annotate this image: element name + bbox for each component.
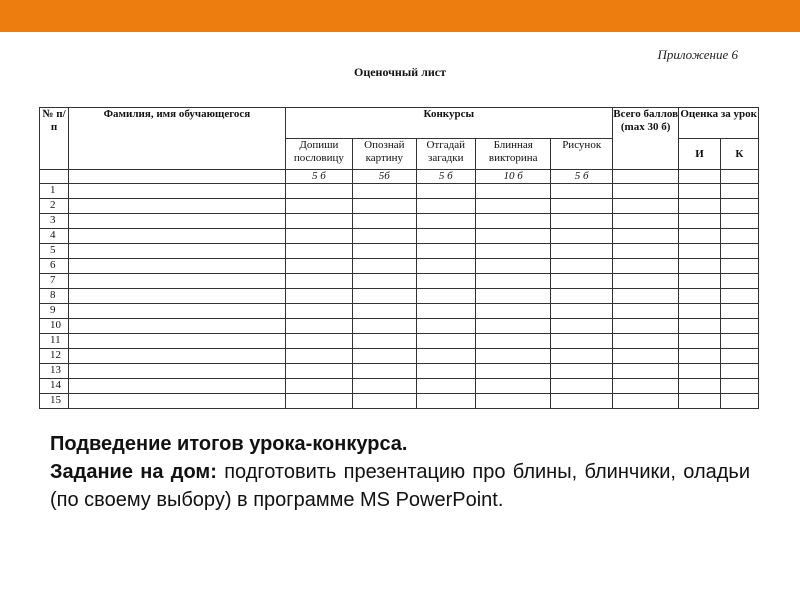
row-number: 12 bbox=[40, 349, 69, 364]
homework-text: подготовить презентацию про блины, блинчики, оладьи (по своему выбору) в программе MS PowerPoint. bbox=[50, 461, 751, 511]
row-number: 3 bbox=[40, 214, 69, 229]
empty-cell bbox=[69, 304, 285, 319]
empty-cell bbox=[679, 319, 720, 334]
empty-cell bbox=[475, 349, 551, 364]
empty-cell bbox=[285, 244, 352, 259]
empty-cell bbox=[679, 349, 720, 364]
contest-header: Опознай картину bbox=[353, 139, 416, 170]
row-number: 13 bbox=[40, 364, 69, 379]
empty-cell bbox=[720, 334, 758, 349]
row-number: 9 bbox=[40, 304, 69, 319]
table-row bbox=[40, 379, 759, 394]
empty-cell bbox=[69, 244, 285, 259]
row-number: 10 bbox=[40, 319, 69, 334]
empty-cell bbox=[285, 184, 352, 199]
empty-cell bbox=[612, 364, 678, 379]
empty-cell bbox=[353, 364, 416, 379]
table-row bbox=[40, 289, 759, 304]
contest-header: Отгадай загадки bbox=[416, 139, 475, 170]
table-row bbox=[40, 334, 759, 349]
empty-cell bbox=[612, 229, 678, 244]
empty-cell bbox=[475, 334, 551, 349]
empty-cell bbox=[353, 394, 416, 409]
points-cell bbox=[40, 170, 69, 184]
empty-cell bbox=[612, 259, 678, 274]
empty-cell bbox=[720, 214, 758, 229]
grade-sub-header: К bbox=[720, 139, 758, 170]
empty-cell bbox=[416, 319, 475, 334]
empty-cell bbox=[720, 304, 758, 319]
empty-cell bbox=[612, 199, 678, 214]
contest-header: Блинная викторина bbox=[475, 139, 551, 170]
empty-cell bbox=[551, 379, 612, 394]
empty-cell bbox=[285, 334, 352, 349]
header-total: Всего баллов (max 30 б) bbox=[612, 108, 678, 170]
sheet-title: Оценочный лист bbox=[353, 65, 446, 79]
empty-cell bbox=[679, 304, 720, 319]
empty-cell bbox=[69, 199, 285, 214]
empty-cell bbox=[475, 274, 551, 289]
empty-cell bbox=[353, 199, 416, 214]
row-number: 8 bbox=[40, 289, 69, 304]
empty-cell bbox=[475, 184, 551, 199]
empty-cell bbox=[69, 259, 285, 274]
empty-cell bbox=[551, 274, 612, 289]
empty-cell bbox=[551, 199, 612, 214]
table-row bbox=[40, 229, 759, 244]
empty-cell bbox=[612, 394, 678, 409]
table-row bbox=[40, 274, 759, 289]
row-number: 6 bbox=[40, 259, 69, 274]
empty-cell bbox=[69, 274, 285, 289]
empty-cell bbox=[720, 229, 758, 244]
student-rows bbox=[40, 184, 759, 409]
header-num: № п/п bbox=[40, 108, 69, 170]
contest-points: 10 б bbox=[475, 170, 551, 184]
empty-cell bbox=[679, 364, 720, 379]
empty-cell bbox=[612, 319, 678, 334]
contest-header: Допиши пословицу bbox=[285, 139, 352, 170]
empty-cell bbox=[551, 304, 612, 319]
row-number: 11 bbox=[40, 334, 69, 349]
contest-points: 5 б bbox=[551, 170, 612, 184]
empty-cell bbox=[475, 289, 551, 304]
empty-cell bbox=[612, 184, 678, 199]
table-row bbox=[40, 364, 759, 379]
empty-cell bbox=[69, 334, 285, 349]
points-cell bbox=[69, 170, 285, 184]
table-row bbox=[40, 184, 759, 199]
empty-cell bbox=[69, 364, 285, 379]
empty-cell bbox=[416, 184, 475, 199]
empty-cell bbox=[679, 184, 720, 199]
empty-cell bbox=[416, 244, 475, 259]
empty-cell bbox=[612, 214, 678, 229]
empty-cell bbox=[285, 379, 352, 394]
table-row bbox=[40, 394, 759, 409]
empty-cell bbox=[720, 319, 758, 334]
empty-cell bbox=[475, 259, 551, 274]
empty-cell bbox=[475, 364, 551, 379]
table-row bbox=[40, 259, 759, 274]
empty-cell bbox=[612, 244, 678, 259]
empty-cell bbox=[353, 229, 416, 244]
empty-cell bbox=[353, 289, 416, 304]
empty-cell bbox=[69, 394, 285, 409]
grade-sheet-table bbox=[39, 107, 759, 409]
empty-cell bbox=[353, 259, 416, 274]
empty-cell bbox=[285, 229, 352, 244]
table-row bbox=[40, 319, 759, 334]
empty-cell bbox=[285, 349, 352, 364]
row-number: 2 bbox=[40, 199, 69, 214]
empty-cell bbox=[285, 259, 352, 274]
empty-cell bbox=[69, 214, 285, 229]
row-number: 14 bbox=[40, 379, 69, 394]
empty-cell bbox=[551, 349, 612, 364]
empty-cell bbox=[551, 364, 612, 379]
empty-cell bbox=[285, 319, 352, 334]
row-number: 1 bbox=[40, 184, 69, 199]
empty-cell bbox=[679, 259, 720, 274]
empty-cell bbox=[679, 229, 720, 244]
empty-cell bbox=[416, 274, 475, 289]
empty-cell bbox=[612, 334, 678, 349]
empty-cell bbox=[69, 229, 285, 244]
empty-cell bbox=[475, 379, 551, 394]
empty-cell bbox=[720, 364, 758, 379]
empty-cell bbox=[551, 184, 612, 199]
contest-points: 5 б bbox=[285, 170, 352, 184]
empty-cell bbox=[353, 184, 416, 199]
empty-cell bbox=[475, 244, 551, 259]
contest-header: Рисунок bbox=[551, 139, 612, 170]
empty-cell bbox=[353, 214, 416, 229]
empty-cell bbox=[612, 379, 678, 394]
header-contests: Конкурсы bbox=[285, 108, 612, 139]
empty-cell bbox=[69, 289, 285, 304]
empty-cell bbox=[679, 289, 720, 304]
empty-cell bbox=[679, 214, 720, 229]
table-row bbox=[40, 304, 759, 319]
empty-cell bbox=[416, 334, 475, 349]
empty-cell bbox=[720, 259, 758, 274]
empty-cell bbox=[679, 274, 720, 289]
empty-cell bbox=[416, 229, 475, 244]
empty-cell bbox=[353, 274, 416, 289]
empty-cell bbox=[416, 364, 475, 379]
homework-label: Задание на дом: bbox=[50, 461, 217, 483]
empty-cell bbox=[551, 334, 612, 349]
empty-cell bbox=[353, 379, 416, 394]
empty-cell bbox=[475, 319, 551, 334]
row-number: 7 bbox=[40, 274, 69, 289]
appendix-label: Приложение 6 bbox=[657, 47, 738, 62]
empty-cell bbox=[285, 364, 352, 379]
table-row bbox=[40, 244, 759, 259]
empty-cell bbox=[551, 214, 612, 229]
empty-cell bbox=[720, 244, 758, 259]
top-accent-bar bbox=[0, 0, 800, 32]
empty-cell bbox=[475, 394, 551, 409]
empty-cell bbox=[416, 379, 475, 394]
empty-cell bbox=[416, 214, 475, 229]
empty-cell bbox=[475, 199, 551, 214]
empty-cell bbox=[679, 199, 720, 214]
table-row bbox=[40, 214, 759, 229]
empty-cell bbox=[679, 379, 720, 394]
empty-cell bbox=[69, 349, 285, 364]
header-grade: Оценка за урок bbox=[679, 108, 759, 139]
empty-cell bbox=[679, 334, 720, 349]
empty-cell bbox=[720, 394, 758, 409]
empty-cell bbox=[551, 289, 612, 304]
empty-cell bbox=[475, 304, 551, 319]
grade-sub-header: И bbox=[679, 139, 720, 170]
empty-cell bbox=[612, 274, 678, 289]
empty-cell bbox=[285, 199, 352, 214]
empty-cell bbox=[551, 259, 612, 274]
contest-points: 5 б bbox=[416, 170, 475, 184]
empty-cell bbox=[416, 199, 475, 214]
empty-cell bbox=[416, 304, 475, 319]
empty-cell bbox=[720, 379, 758, 394]
empty-cell bbox=[679, 244, 720, 259]
header-name: Фамилия, имя обучающегося bbox=[69, 108, 285, 170]
empty-cell bbox=[475, 214, 551, 229]
row-number: 15 bbox=[40, 394, 69, 409]
empty-cell bbox=[353, 334, 416, 349]
empty-cell bbox=[416, 289, 475, 304]
empty-cell bbox=[285, 289, 352, 304]
points-cell bbox=[679, 170, 720, 184]
empty-cell bbox=[353, 304, 416, 319]
empty-cell bbox=[69, 379, 285, 394]
empty-cell bbox=[285, 394, 352, 409]
empty-cell bbox=[612, 304, 678, 319]
empty-cell bbox=[416, 259, 475, 274]
empty-cell bbox=[285, 214, 352, 229]
table-row bbox=[40, 349, 759, 364]
empty-cell bbox=[353, 349, 416, 364]
empty-cell bbox=[612, 349, 678, 364]
points-cell bbox=[720, 170, 758, 184]
empty-cell bbox=[720, 184, 758, 199]
empty-cell bbox=[679, 394, 720, 409]
empty-cell bbox=[416, 394, 475, 409]
empty-cell bbox=[551, 319, 612, 334]
empty-cell bbox=[69, 319, 285, 334]
contest-points: 5б bbox=[353, 170, 416, 184]
empty-cell bbox=[612, 289, 678, 304]
row-number: 5 bbox=[40, 244, 69, 259]
empty-cell bbox=[551, 244, 612, 259]
points-cell bbox=[612, 170, 678, 184]
slide-body-text bbox=[50, 430, 750, 514]
empty-cell bbox=[720, 199, 758, 214]
empty-cell bbox=[720, 349, 758, 364]
empty-cell bbox=[353, 319, 416, 334]
summary-line: Подведение итогов урока-конкурса. bbox=[50, 433, 408, 455]
empty-cell bbox=[720, 289, 758, 304]
table-row bbox=[40, 199, 759, 214]
empty-cell bbox=[69, 184, 285, 199]
empty-cell bbox=[353, 244, 416, 259]
row-number: 4 bbox=[40, 229, 69, 244]
empty-cell bbox=[416, 349, 475, 364]
empty-cell bbox=[285, 274, 352, 289]
empty-cell bbox=[475, 229, 551, 244]
empty-cell bbox=[551, 229, 612, 244]
empty-cell bbox=[285, 304, 352, 319]
empty-cell bbox=[720, 274, 758, 289]
empty-cell bbox=[551, 394, 612, 409]
